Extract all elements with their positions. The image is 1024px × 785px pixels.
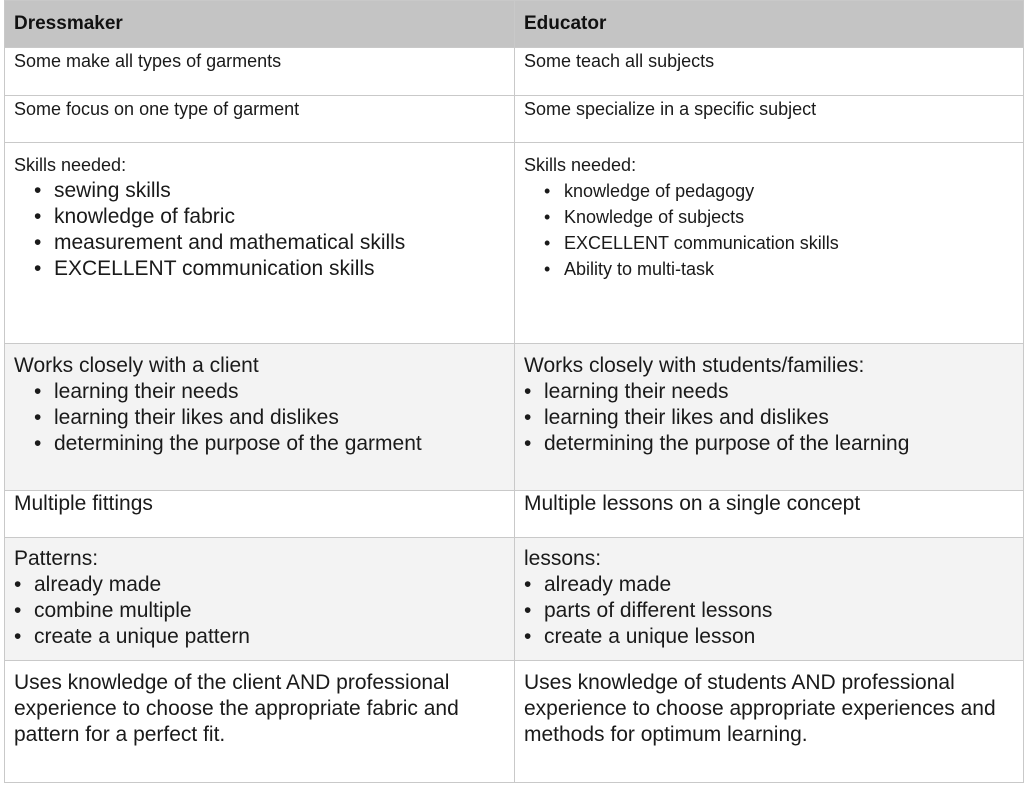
list-item: • parts of different lessons [524,598,1014,624]
table-row [5,96,1024,143]
cell-educator [515,538,1024,661]
cell-dressmaker [5,143,515,344]
cell-title: Patterns: [14,547,99,570]
list-item: • combine multiple [14,598,505,624]
cell-educator [515,96,1024,143]
cell-title: Works closely with students/families: [524,354,865,377]
cell-educator [515,491,1024,538]
list-item: • EXCELLENT communication skills [34,256,505,282]
list-item: • EXCELLENT communication skills [544,230,1014,256]
bullet-list [524,572,1014,650]
cell-educator [515,143,1024,344]
cell-educator [515,344,1024,491]
list-item: • determining the purpose of the learning [524,431,1014,457]
list-item: • measurement and mathematical skills [34,230,505,256]
table-row [5,661,1024,783]
cell-dressmaker [5,96,515,143]
table-row [5,538,1024,661]
list-item: • already made [524,572,1014,598]
list-item: • create a unique pattern [14,624,505,650]
list-item: • knowledge of pedagogy [544,178,1014,204]
header-dressmaker: Dressmaker [5,1,515,48]
list-item: • Knowledge of subjects [544,204,1014,230]
cell-dressmaker [5,661,515,783]
list-item: • create a unique lesson [524,624,1014,650]
list-item: • Ability to multi-task [544,256,1014,282]
bullet-list [524,178,1014,282]
cell-title: Skills needed: [524,155,637,175]
cell-text: Multiple lessons on a single concept [524,492,861,515]
cell-text: Multiple fittings [14,492,153,515]
list-item: • learning their likes and dislikes [34,405,505,431]
table-row [5,491,1024,538]
list-item: • sewing skills [34,178,505,204]
header-educator: Educator [515,1,1024,48]
cell-text: Some specialize in a specific subject [524,99,817,119]
cell-dressmaker [5,344,515,491]
list-item: • knowledge of fabric [34,204,505,230]
cell-title: Skills needed: [14,155,127,175]
cell-text: Uses knowledge of students AND professional experience to choose appropriate experiences and methods for optimum learning. [524,671,996,746]
list-item: • already made [14,572,505,598]
list-item: • determining the purpose of the garment [34,431,505,457]
list-item: • learning their likes and dislikes [524,405,1014,431]
list-item: • learning their needs [524,379,1014,405]
table-row [5,48,1024,96]
cell-title: lessons: [524,547,602,570]
bullet-list [14,572,505,650]
bullet-list [14,178,505,282]
bullet-list [14,379,505,457]
table-row [5,143,1024,344]
cell-dressmaker [5,491,515,538]
cell-dressmaker [5,48,515,96]
bullet-list [524,379,1014,457]
cell-text: Some make all types of garments [14,51,282,71]
cell-text: Uses knowledge of the client AND professional experience to choose the appropriate fabric and pattern for a perfect fit. [14,671,459,746]
comparison-table [4,0,1024,783]
cell-title: Works closely with a client [14,354,259,377]
header-row [5,1,1024,48]
list-item: • learning their needs [34,379,505,405]
cell-text: Some focus on one type of garment [14,99,300,119]
cell-educator [515,48,1024,96]
cell-text: Some teach all subjects [524,51,715,71]
cell-educator [515,661,1024,783]
table-row [5,344,1024,491]
cell-dressmaker [5,538,515,661]
